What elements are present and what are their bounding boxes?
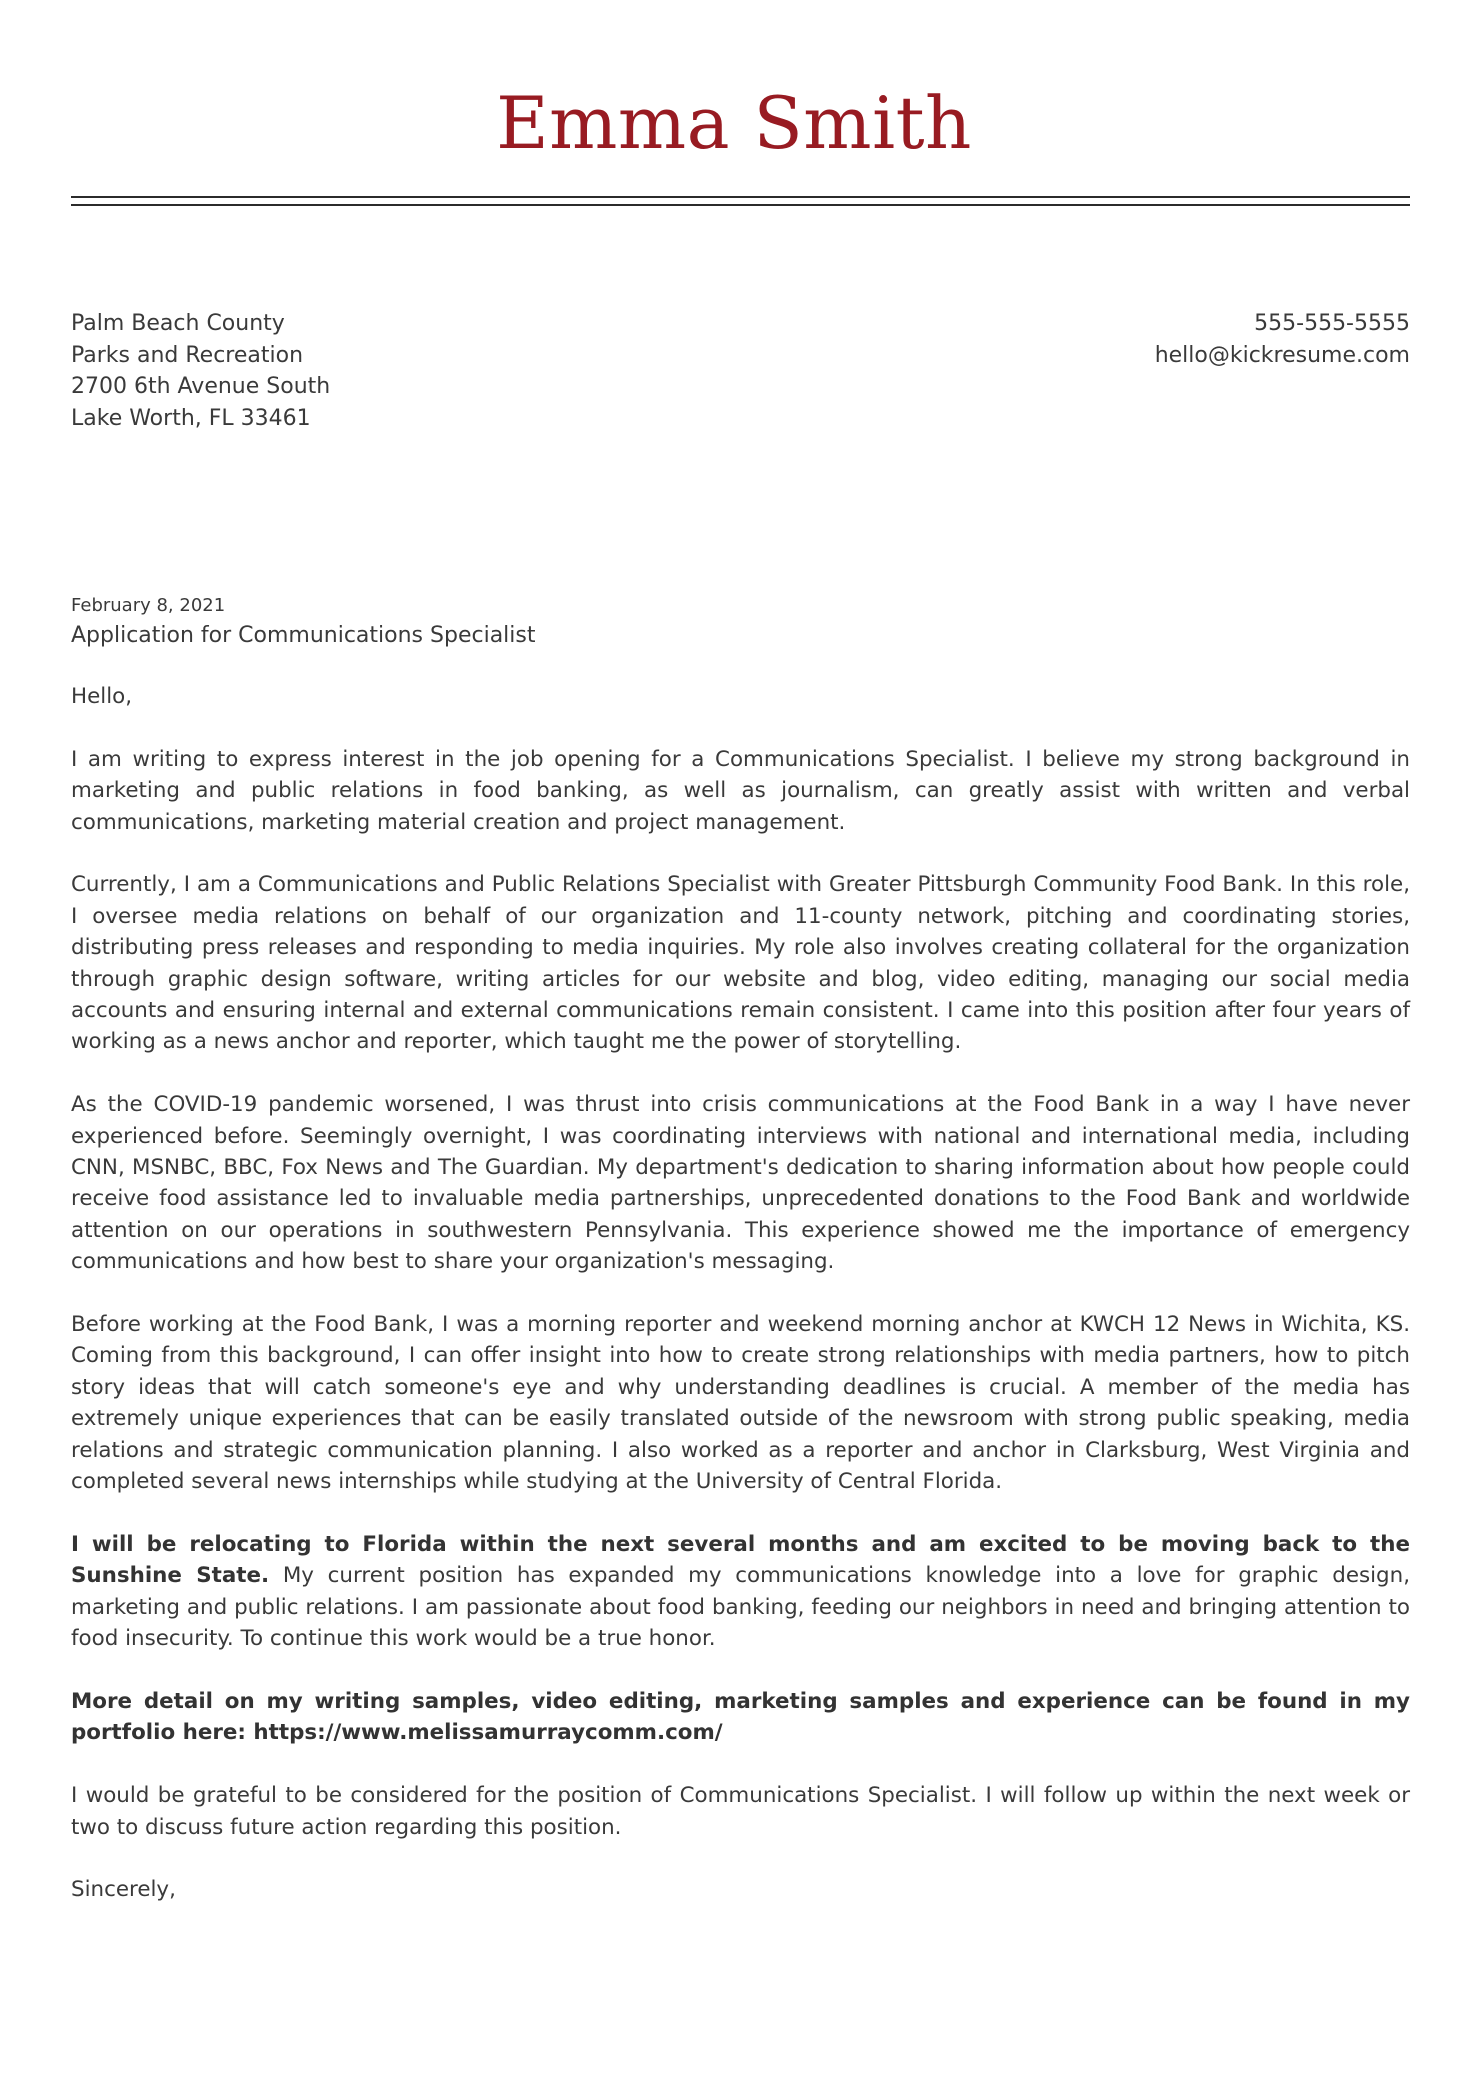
recipient-line-1: Palm Beach County <box>71 311 285 336</box>
recipient-address <box>71 308 330 434</box>
header-divider-bottom <box>71 204 1410 206</box>
applicant-contact <box>1155 308 1410 371</box>
letter-subject: Application for Communications Specialist <box>71 623 536 648</box>
letter-paragraph-7: I would be grateful to be considered for the position of Communications Specialist. I will follow up within the next week or two to discuss future action regarding this position. <box>71 1783 1410 1840</box>
header-divider-top <box>71 196 1410 198</box>
applicant-name: Emma Smith <box>496 81 972 165</box>
letter-paragraph-6 <box>71 1686 1410 1749</box>
letter-date: February 8, 2021 <box>71 595 226 616</box>
letter-paragraph-2: Currently, I am a Communications and Public Relations Specialist with Greater Pittsburgh Community Food Bank. In this role, I oversee media relations on behalf of our organization and 11-county network, pitching and coordinating stories, distributing press releases and responding to media inquiries. My role also involves creating collateral for the organization through graphic design software, writing articles for our website and blog, video editing, managing our social media accounts and ensuring internal and external communications remain consistent. I came into this position after four years of working as a news anchor and reporter, which taught me the power of storytelling. <box>71 872 1410 1055</box>
recipient-line-3: 2700 6th Avenue South <box>71 374 331 399</box>
portfolio-highlight: More detail on my writing samples, video editing, marketing samples and experience can be found in my portfolio here: https://www.melissamurraycomm.com/ <box>71 1688 1410 1746</box>
letter-paragraph-1: I am writing to express interest in the job opening for a Communications Specialist. I believe my strong background in marketing and public relations in food banking, as well as journalism, can greatly assist with written and verbal communications, marketing material creation and project management. <box>71 746 1410 835</box>
letter-closing: Sincerely, <box>71 1877 176 1903</box>
recipient-line-4: Lake Worth, FL 33461 <box>71 405 311 431</box>
letter-greeting: Hello, <box>71 684 133 709</box>
contact-email: hello@kickresume.com <box>1154 342 1410 368</box>
relocation-highlight: I will be relocating to Florida within the next several months and am excited to be moving back to the Sunshine State. <box>71 1531 1410 1589</box>
letter-paragraph-4: Before working at the Food Bank, I was a morning reporter and weekend morning anchor at KWCH 12 News in Wichita, KS. Coming from this background, I can offer insight into how to create strong relationships with media partners, how to pitch story ideas that will catch someone's eye and why understanding deadlines is crucial. A member of the media has extremely unique experiences that can be easily translated outside of the newsroom with strong public speaking, media relations and strategic communication planning. I also worked as a reporter and anchor in Clarksburg, West Virginia and completed several news internships while studying at the University of Central Florida. <box>71 1312 1410 1495</box>
recipient-line-2: Parks and Recreation <box>71 342 304 368</box>
letter-paragraph-5-rest: My current position has expanded my communications knowledge into a love for graphic design, marketing and public relations. I am passionate about food banking, feeding our neighbors in need and bringing attention to food insecurity. To continue this work would be a true honor. <box>71 1563 1410 1652</box>
contact-phone: 555-555-5555 <box>1254 311 1410 336</box>
letter-paragraph-3: As the COVID-19 pandemic worsened, I was thrust into crisis communications at the Food Bank in a way I have never experienced before. Seemingly overnight, I was coordinating interviews with national and international media, including CNN, MSNBC, BBC, Fox News and The Guardian. My department's dedication to sharing information about how people could receive food assistance led to invaluable media partnerships, unprecedented donations to the Food Bank and worldwide attention on our operations in southwestern Pennsylvania. This experience showed me the importance of emergency communications and how best to share your organization's messaging. <box>71 1092 1410 1275</box>
letter-paragraph-5 <box>71 1529 1410 1655</box>
letter-body <box>71 681 1410 1906</box>
